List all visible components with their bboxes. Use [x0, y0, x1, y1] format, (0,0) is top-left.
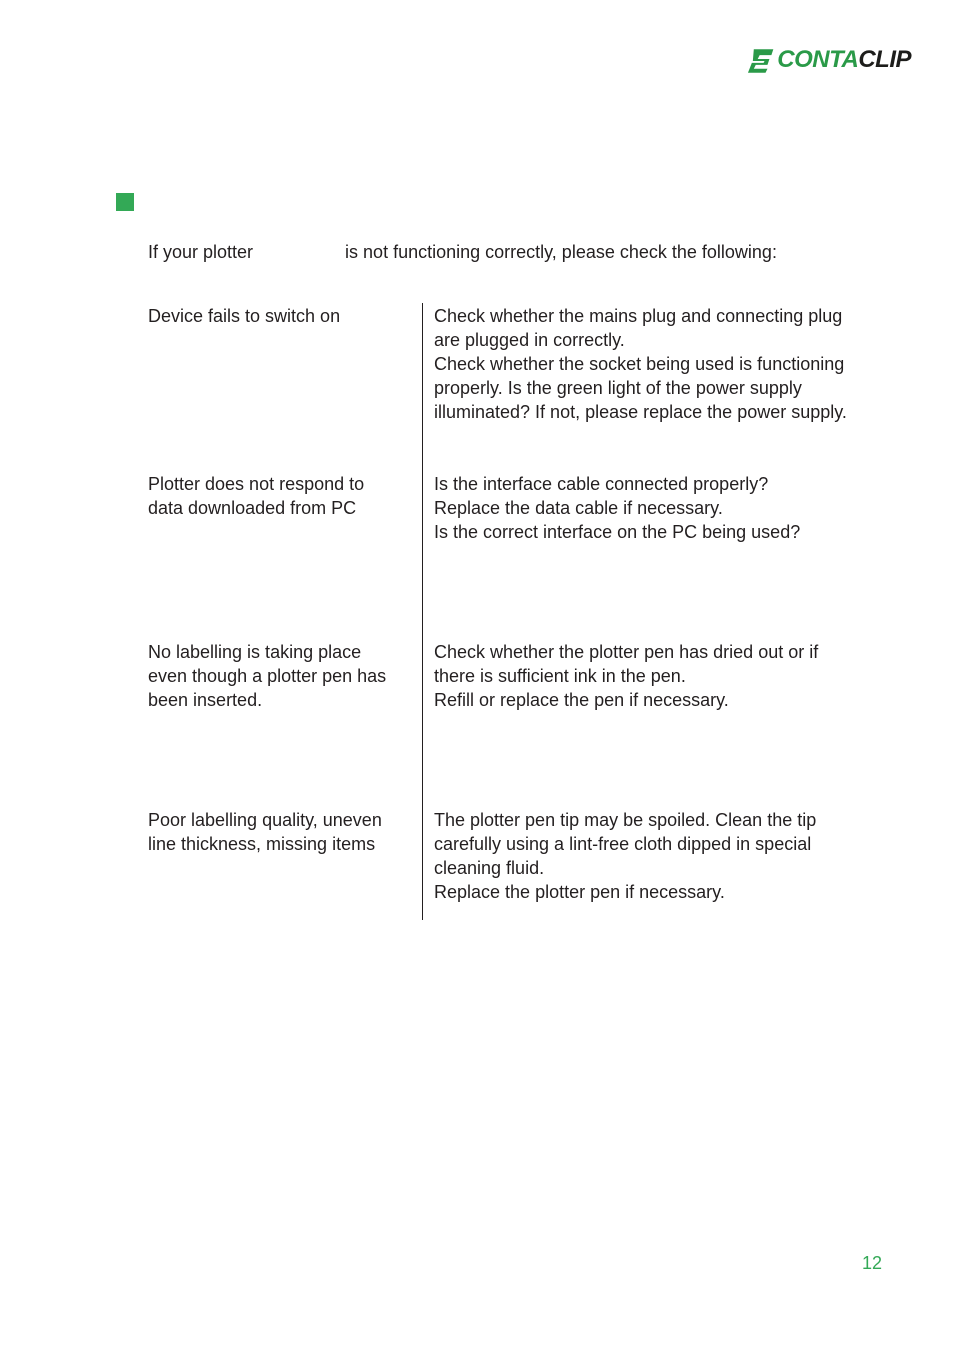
solution-line: Check whether the mains plug and connecting plug: [434, 306, 843, 326]
solution-line: there is sufficient ink in the pen.: [434, 666, 686, 686]
intro-text-after: is not functioning correctly, please check the following:: [345, 242, 777, 262]
solution-cell: [434, 472, 884, 544]
problem-line: data downloaded from PC: [148, 498, 357, 518]
logo-text-clip: CLIP: [858, 46, 911, 73]
solution-line: The plotter pen tip may be spoiled. Clean the tip: [434, 810, 817, 830]
solution-line: are plugged in correctly.: [434, 330, 625, 350]
problem-line: Device fails to switch on: [148, 306, 341, 326]
problem-cell: [148, 640, 413, 712]
solution-line: properly. Is the green light of the power supply: [434, 378, 802, 398]
solution-line: illuminated? If not, please replace the power supply.: [434, 402, 847, 422]
solution-line: Replace the plotter pen if necessary.: [434, 882, 725, 902]
problem-line: Plotter does not respond to: [148, 474, 365, 494]
solution-line: carefully using a lint-free cloth dipped in special: [434, 834, 812, 854]
solution-cell: [434, 304, 884, 424]
problem-cell: [148, 304, 413, 328]
solution-line: cleaning fluid.: [434, 858, 545, 878]
solution-line: Check whether the socket being used is functioning: [434, 354, 845, 374]
intro-text-before: If your plotter: [148, 242, 254, 262]
contaclip-logo: [746, 46, 911, 74]
intro-text: [148, 240, 868, 264]
problem-cell: [148, 472, 413, 520]
solution-line: Is the correct interface on the PC being used?: [434, 522, 801, 542]
contaclip-logo-mark-icon: [746, 47, 775, 73]
problem-line: even though a plotter pen has: [148, 666, 387, 686]
contaclip-wordmark: [777, 46, 911, 74]
solution-cell: [434, 808, 884, 904]
problem-line: line thickness, missing items: [148, 834, 376, 854]
page-number: 12: [861, 1253, 882, 1273]
solution-cell: [434, 640, 884, 712]
logo-text-conta: CONTA: [777, 46, 859, 73]
solution-line: Check whether the plotter pen has dried out or if: [434, 642, 819, 662]
solution-line: Is the interface cable connected properly?: [434, 474, 769, 494]
section-marker-square: [116, 193, 134, 211]
problem-line: been inserted.: [148, 690, 263, 710]
solution-line: Replace the data cable if necessary.: [434, 498, 723, 518]
solution-line: Refill or replace the pen if necessary.: [434, 690, 729, 710]
problem-cell: [148, 808, 413, 856]
column-divider: [422, 303, 423, 920]
problem-line: No labelling is taking place: [148, 642, 362, 662]
problem-line: Poor labelling quality, uneven: [148, 810, 382, 830]
